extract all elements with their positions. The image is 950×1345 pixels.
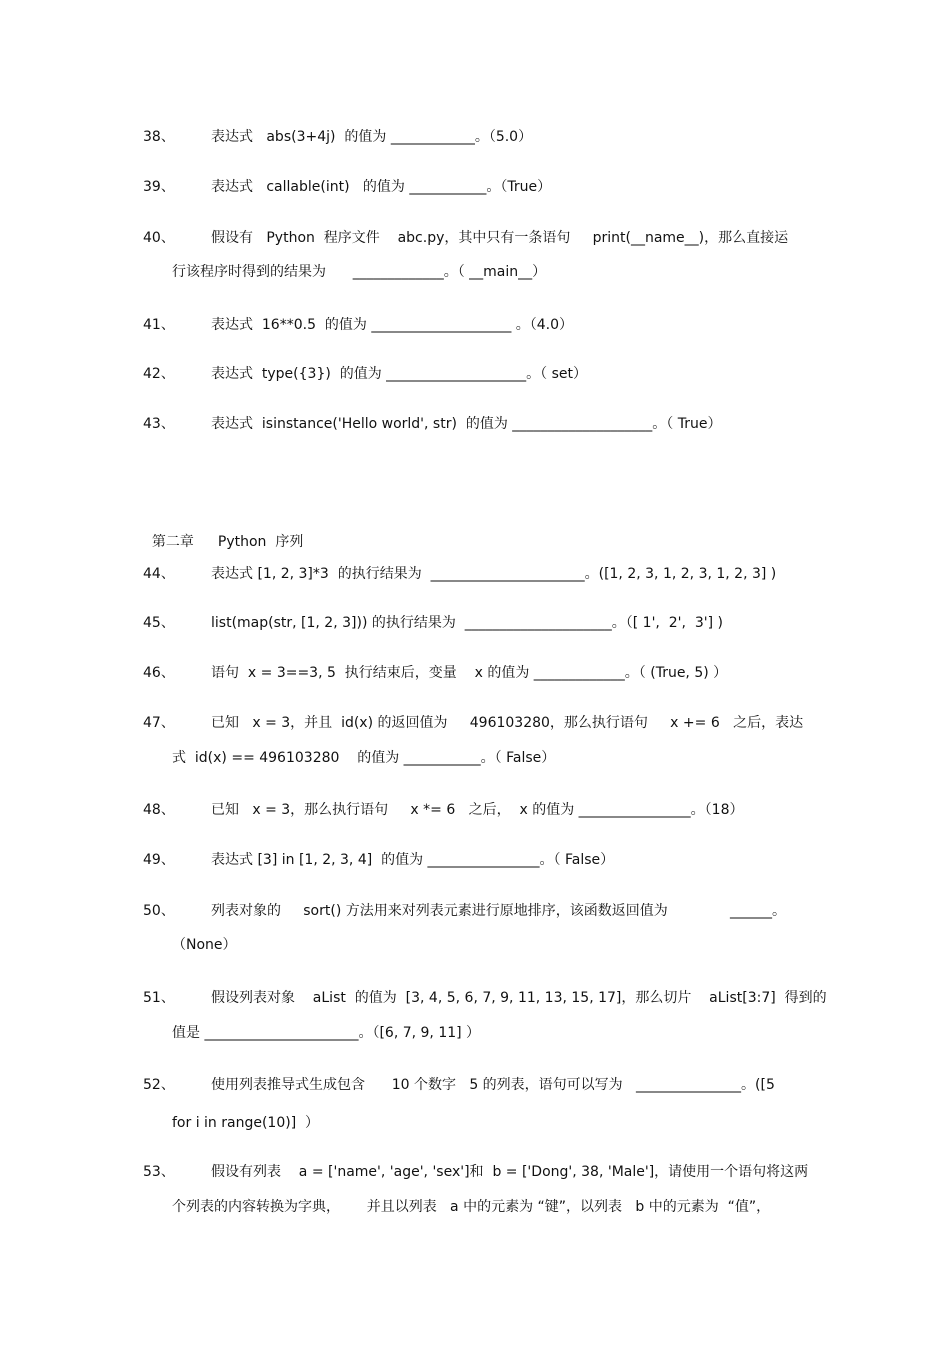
question-number: 40、 (143, 230, 175, 246)
question-text: 表达式 [1, 2, 3]*3 的执行结果为 ______________________。([1, 2, 3, 1, 2, 3, 1, 2, 3] ) (211, 566, 777, 582)
question-number: 47、 (143, 715, 175, 731)
question-40 (143, 228, 810, 248)
question-number: 51、 (143, 990, 175, 1006)
question-51-continuation: 值是 ______________________。（[6, 7, 9, 11] ） (172, 1025, 481, 1041)
question-50 (143, 901, 810, 921)
question-text: list(map(str, [1, 2, 3])) 的执行结果为 _____________________。（[ 1', 2', 3'] ) (211, 615, 724, 631)
question-46 (143, 663, 810, 683)
question-text: 列表对象的 sort() 方法用来对列表元素进行原地排序，该函数返回值为 ______。 (211, 903, 787, 919)
question-40-continuation: 行该程序时得到的结果为 _____________。（ __main__） (172, 264, 547, 280)
question-50-continuation: （None） (172, 937, 237, 953)
question-text: 假设有 Python 程序文件 abc.py，其中只有一条语句 print(__name__)，那么直接运 (211, 230, 789, 246)
question-number: 48、 (143, 802, 175, 818)
question-41 (143, 315, 810, 335)
question-text: 表达式 isinstance('Hello world', str) 的值为 ____________________。（ True） (211, 416, 722, 432)
question-text: 表达式 [3] in [1, 2, 3, 4] 的值为 ________________。（ False） (211, 852, 615, 868)
question-number: 50、 (143, 903, 175, 919)
question-number: 49、 (143, 852, 175, 868)
question-text: 使用列表推导式生成包含 10 个数字 5 的列表，语句可以写为 _______________。([5 (211, 1077, 775, 1093)
question-number: 46、 (143, 665, 175, 681)
question-text: 表达式 callable(int) 的值为 ___________。（True） (211, 179, 552, 195)
question-text: 语句 x = 3==3, 5 执行结束后，变量 x 的值为 _____________。（ (True, 5) ） (211, 665, 728, 681)
question-number: 42、 (143, 366, 175, 382)
question-44 (143, 564, 810, 584)
question-53 (143, 1162, 810, 1182)
chapter-title: Python 序列 (217, 534, 304, 550)
question-number: 41、 (143, 317, 175, 333)
question-51 (143, 988, 827, 1008)
question-text: 表达式 16**0.5 的值为 ____________________ 。（4.0） (211, 317, 574, 333)
question-47 (143, 713, 810, 733)
question-52 (143, 1075, 810, 1095)
question-text: 已知 x = 3，并且 id(x) 的返回值为 496103280，那么执行语句 x += 6 之后，表达 (211, 715, 804, 731)
question-42 (143, 364, 810, 384)
chapter-label: 第二章 (151, 534, 194, 550)
question-number: 45、 (143, 615, 175, 631)
question-text: 表达式 abs(3+4j) 的值为 ____________。（5.0） (211, 129, 533, 145)
question-number: 39、 (143, 179, 175, 195)
question-49 (143, 850, 810, 870)
question-number: 52、 (143, 1077, 175, 1093)
question-47-continuation: 式 id(x) == 496103280 的值为 ___________。（ False） (172, 750, 556, 766)
question-52-continuation: for i in range(10)] ） (172, 1115, 320, 1131)
question-45 (143, 613, 810, 633)
question-53-continuation: 个列表的内容转换为字典， 并且以列表 a 中的元素为 “键”，以列表 b 中的元素为 “值”， (172, 1199, 771, 1215)
question-38 (143, 127, 810, 147)
question-48 (143, 800, 810, 820)
question-number: 44、 (143, 566, 175, 582)
question-number: 43、 (143, 416, 175, 432)
chapter-heading (143, 512, 303, 552)
question-text: 假设列表对象 aList 的值为 [3, 4, 5, 6, 7, 9, 11, 13, 15, 17]，那么切片 aList[3:7] 得到的 (211, 990, 827, 1006)
question-43 (143, 414, 810, 434)
question-text: 假设有列表 a = ['name', 'age', 'sex']和 b = ['Dong', 38, 'Male']，请使用一个语句将这两 (211, 1164, 809, 1180)
question-number: 53、 (143, 1164, 175, 1180)
question-number: 38、 (143, 129, 175, 145)
question-39 (143, 177, 810, 197)
question-text: 已知 x = 3，那么执行语句 x *= 6 之后， x 的值为 ________________。（18） (211, 802, 744, 818)
question-text: 表达式 type({3}) 的值为 ____________________。（ set） (211, 366, 588, 382)
